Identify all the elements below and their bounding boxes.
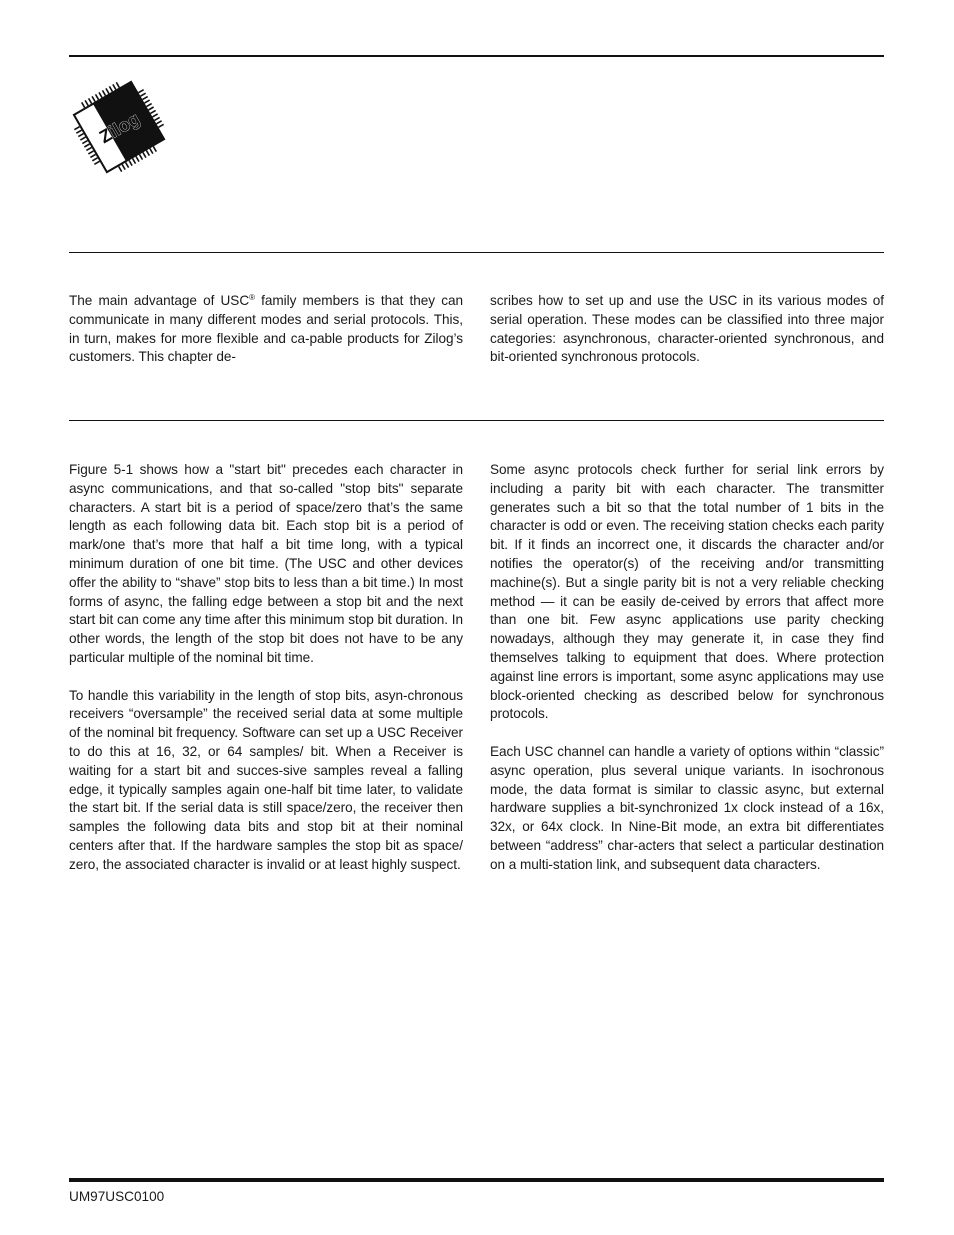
bottom-rule — [69, 1178, 884, 1182]
document-id: UM97USC0100 — [69, 1189, 165, 1204]
zilog-logo — [66, 74, 172, 180]
paragraph-oversampling: To handle this variability in the length of stop bits, asyn-chronous receivers “oversample” the received serial data at some multiple of the nominal bit frequency. Software can set up a USC Receiver to do this at 16, 32, or 64 samples/ bit. When a Receiver is waiting for a start bit and succes-sive samples reveal a falling edge, it typically samples again one-half bit time later, to validate the start bit. If the serial data is still space/zero, the receiver then samples the following data bits and stop bit at their nominal centers after that. If the hardware samples the stop bit as space/ zero, the associated character is invalid or at least highly suspect. — [69, 687, 463, 872]
async-left-column — [69, 461, 463, 875]
paragraph-usc-variants: Each USC channel can handle a variety of options within “classic” async operation, plus several unique variants. In isochronous mode, the data format is similar to classic async, but external hardware supplies a bit-synchronized 1x clock instead of a 16x, 32x, or 64x clock. In Nine-Bit mode, an extra bit differentiates between “address” char-acters that select a particular destination on a multi-station link, and subsequent data characters. — [490, 743, 884, 872]
paragraph-start-stop-bits: Figure 5-1 shows how a "start bit" precedes each character in async communications, and that so-called "stop bits" separate characters. A start bit is a period of space/zero that’s the same length as each following data bit. Each stop bit is a period of mark/one that’s more that half a bit time long, with a typical minimum duration of one bit time. (The USC and other devices offer the ability to “shave” stop bits to less than a bit time.) In most forms of async, the falling edge between a stop bit and the next start bit can come any time after this minimum stop bit duration. In other words, the length of the stop bit does not have to be any particular multiple of the nominal bit time. — [69, 462, 463, 665]
section-rule-1 — [69, 252, 884, 253]
paragraph-parity: Some async protocols check further for serial link errors by including a parity bit with each character. The transmitter generates such a bit so that the total number of 1 bits in the character is odd or even. The receiving station checks each parity bit. If it finds an incorrect one, it discards the character and/or notifies the operator(s) of the receiving and/or transmitting machine(s). But a single parity bit is not a very reliable checking method — it can be easily de-ceived by errors that affect more than one bit. Few async applications use parity checking nowadays, although they may generate it, in case they find themselves talking to equipment that does. Where protection against line errors is important, some async applications may use block-oriented checking as described below for synchronous protocols. — [490, 462, 884, 722]
top-rule — [69, 55, 884, 57]
intro-left-column — [69, 292, 463, 367]
intro-paragraph-continued: scribes how to set up and use the USC in its various modes of serial operation. These modes can be classified into three major categories: asynchronous, character-oriented synchronous, and bit-oriented synchronous protocols. — [490, 293, 884, 365]
intro-right-column — [490, 292, 884, 367]
async-right-column — [490, 461, 884, 875]
section-rule-2 — [69, 420, 884, 421]
intro-paragraph: The main advantage of USC® family members is that they can communicate in many different modes and serial protocols. This, in turn, makes for more flexible and ca-pable products for Zilog’s customers. This chapter de- — [69, 293, 463, 365]
logo-text: Zilog — [95, 108, 144, 148]
registered-mark: ® — [249, 293, 255, 302]
